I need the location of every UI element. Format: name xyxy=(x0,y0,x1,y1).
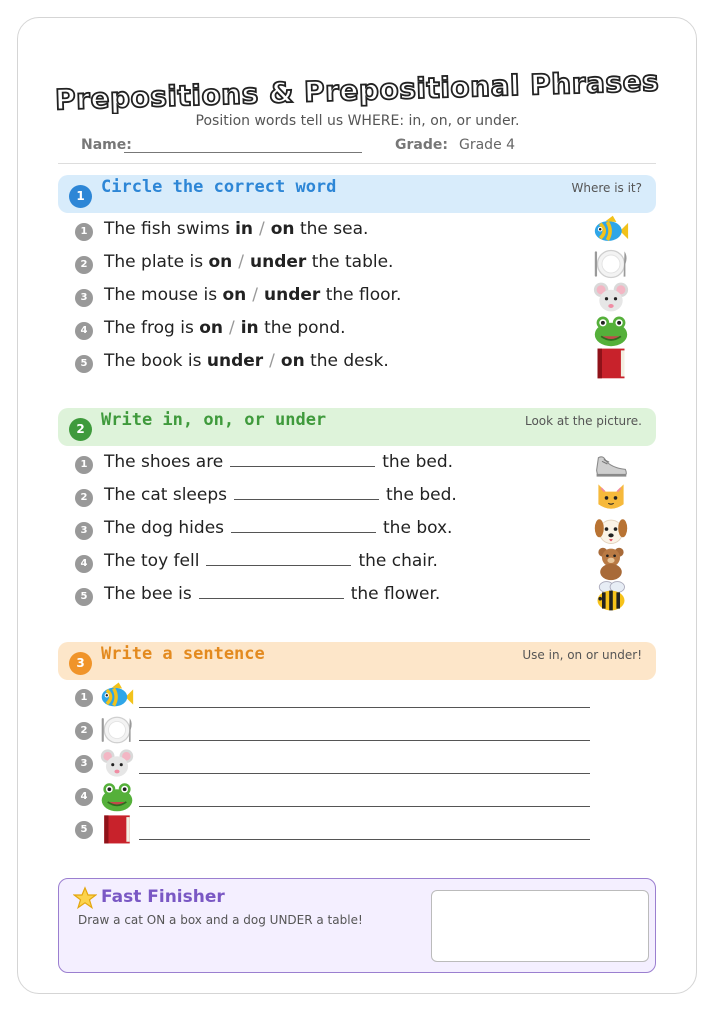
title-text: Prepositions & Prepositional Phrases xyxy=(54,64,660,114)
choice-b[interactable]: under xyxy=(250,252,307,272)
choice-separator: / xyxy=(229,318,235,338)
prompt-number: 5 xyxy=(75,821,93,839)
sentence-end: the bed. xyxy=(386,485,457,505)
choice-separator: / xyxy=(259,219,265,239)
section-1-question xyxy=(75,250,635,280)
drawing-area[interactable] xyxy=(431,890,649,962)
sentence-end: the table. xyxy=(306,252,394,272)
bee-icon xyxy=(593,578,629,614)
question-sentence xyxy=(104,584,440,604)
section-2-question xyxy=(75,549,635,579)
choice-a[interactable]: on xyxy=(199,318,223,338)
answer-blank[interactable] xyxy=(206,552,351,566)
question-sentence xyxy=(104,452,453,472)
choice-separator: / xyxy=(269,351,275,371)
question-sentence xyxy=(104,318,346,338)
sentence-end: the flower. xyxy=(350,584,441,604)
plate-icon xyxy=(100,713,134,747)
prompt-number: 4 xyxy=(75,788,93,806)
choice-a[interactable]: on xyxy=(208,252,233,272)
sentence-start: The toy fell xyxy=(104,551,200,571)
frog-icon xyxy=(593,312,629,348)
answer-blank[interactable] xyxy=(234,486,379,500)
section-1-question xyxy=(75,316,635,346)
fast-finisher-description: Draw a cat ON a box and a dog UNDER a table! xyxy=(78,913,363,927)
choice-a[interactable]: on xyxy=(222,285,247,305)
question-number: 3 xyxy=(75,289,93,307)
question-number: 4 xyxy=(75,322,93,340)
page-subtitle: Position words tell us WHERE: in, on, or under. xyxy=(195,113,520,129)
sentence-start: The bee is xyxy=(104,584,192,604)
star-icon xyxy=(73,886,97,910)
section-2-number: 2 xyxy=(69,418,92,441)
choice-b[interactable]: on xyxy=(270,219,295,239)
sentence-start: The book is xyxy=(104,351,207,371)
question-number: 4 xyxy=(75,555,93,573)
choice-b[interactable]: on xyxy=(280,351,305,371)
section-3-prompt xyxy=(75,683,595,713)
section-3-heading: Write a sentence xyxy=(101,644,265,664)
section-1-hint: Where is it? xyxy=(571,181,642,195)
grade-label: Grade: xyxy=(395,137,448,153)
answer-blank[interactable] xyxy=(199,585,344,599)
frog-icon xyxy=(100,779,134,813)
sentence-start: The plate is xyxy=(104,252,209,272)
fast-finisher-title: Fast Finisher xyxy=(101,887,225,907)
question-number: 1 xyxy=(75,223,93,241)
section-3-prompt xyxy=(75,749,595,779)
plate-icon xyxy=(593,246,629,282)
section-2-heading: Write in, on, or under xyxy=(101,410,327,430)
choice-separator: / xyxy=(238,252,244,272)
question-number: 2 xyxy=(75,256,93,274)
section-3-number: 3 xyxy=(69,652,92,675)
question-number: 5 xyxy=(75,588,93,606)
question-sentence xyxy=(104,551,438,571)
fast-finisher-box xyxy=(58,878,656,973)
sentence-start: The shoes are xyxy=(104,452,224,472)
fish-icon xyxy=(593,213,629,249)
sentence-end: the pond. xyxy=(258,318,346,338)
section-3-header xyxy=(58,642,656,680)
sentence-end: the box. xyxy=(383,518,453,538)
sentence-end: the bed. xyxy=(382,452,454,472)
mouse-icon xyxy=(593,279,629,315)
teddy-bear-icon xyxy=(593,545,629,581)
question-sentence xyxy=(104,219,368,239)
choice-b[interactable]: in xyxy=(240,318,259,338)
section-1-heading: Circle the correct word xyxy=(101,177,337,197)
section-2-header xyxy=(58,408,656,446)
section-1-number: 1 xyxy=(69,185,92,208)
section-1-header xyxy=(58,175,656,213)
sentence-writing-line[interactable] xyxy=(139,839,590,840)
section-2-question xyxy=(75,483,635,513)
question-sentence xyxy=(104,485,457,505)
header-divider xyxy=(58,163,656,164)
prompt-number: 3 xyxy=(75,755,93,773)
sentence-start: The fish swims xyxy=(104,219,236,239)
section-1-question xyxy=(75,283,635,313)
prompt-number: 1 xyxy=(75,689,93,707)
choice-a[interactable]: under xyxy=(206,351,264,371)
question-number: 2 xyxy=(75,489,93,507)
book-icon xyxy=(100,812,134,846)
sentence-end: the floor. xyxy=(320,285,402,305)
section-2-question xyxy=(75,516,635,546)
answer-blank[interactable] xyxy=(230,453,375,467)
question-sentence xyxy=(104,285,401,305)
sentence-writing-line[interactable] xyxy=(139,707,590,708)
shoe-icon xyxy=(593,446,629,482)
sentence-end: the desk. xyxy=(304,351,389,371)
sentence-start: The cat sleeps xyxy=(104,485,228,505)
choice-a[interactable]: in xyxy=(235,219,254,239)
section-2-hint: Look at the picture. xyxy=(524,414,642,428)
section-3-hint: Use in, on or under! xyxy=(522,648,642,662)
question-sentence xyxy=(104,518,452,538)
page-title xyxy=(0,58,715,114)
sentence-writing-line[interactable] xyxy=(139,773,590,774)
title-graphic xyxy=(0,58,715,114)
sentence-start: The mouse is xyxy=(104,285,223,305)
book-icon xyxy=(593,345,629,381)
question-number: 1 xyxy=(75,456,93,474)
answer-blank[interactable] xyxy=(231,519,376,533)
prompt-number: 2 xyxy=(75,722,93,740)
section-1-question xyxy=(75,349,635,379)
section-3-prompt xyxy=(75,782,595,812)
section-2-question xyxy=(75,450,635,480)
sentence-writing-line[interactable] xyxy=(139,740,590,741)
sentence-start: The frog is xyxy=(104,318,200,338)
sentence-end: the chair. xyxy=(358,551,438,571)
name-field[interactable] xyxy=(124,152,362,153)
sentence-end: the sea. xyxy=(294,219,369,239)
sentence-writing-line[interactable] xyxy=(139,806,590,807)
grade-value: Grade 4 xyxy=(459,137,516,153)
question-sentence xyxy=(104,252,393,272)
choice-separator: / xyxy=(252,285,258,305)
choice-b[interactable]: under xyxy=(264,285,321,305)
section-3-prompt xyxy=(75,716,595,746)
question-number: 3 xyxy=(75,522,93,540)
dog-icon xyxy=(593,512,629,548)
mouse-icon xyxy=(100,746,134,780)
section-2-question xyxy=(75,582,635,612)
fish-icon xyxy=(100,680,134,714)
sentence-start: The dog hides xyxy=(104,518,225,538)
question-sentence xyxy=(104,351,389,371)
section-1-question xyxy=(75,217,635,247)
cat-icon xyxy=(593,479,629,515)
question-number: 5 xyxy=(75,355,93,373)
section-3-prompt xyxy=(75,815,595,845)
name-label: Name: xyxy=(81,137,132,153)
